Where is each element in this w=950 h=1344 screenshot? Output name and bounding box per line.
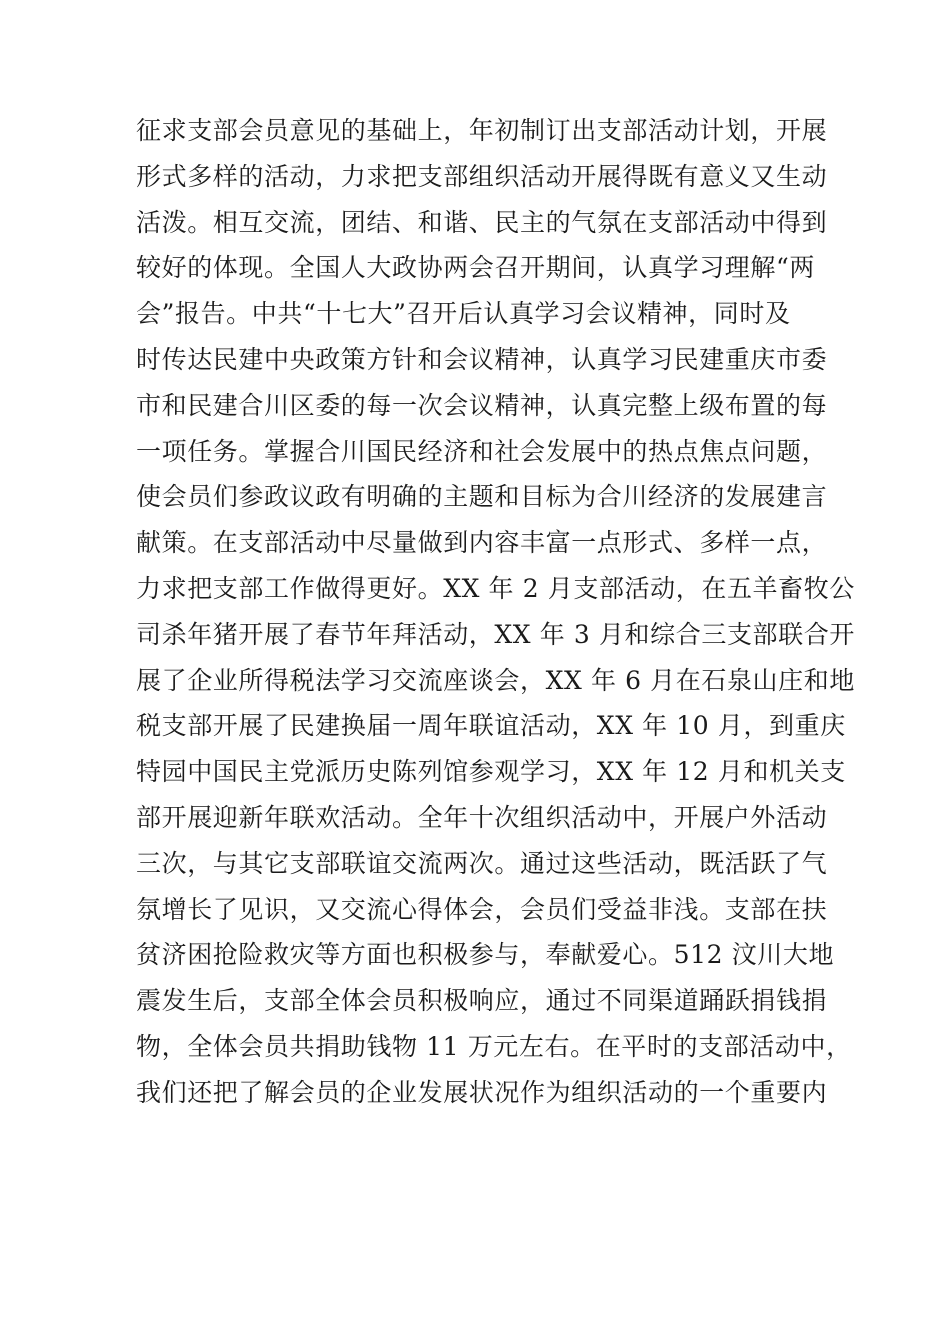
text-line: 我们还把了解会员的企业发展状况作为组织活动的一个重要内 [136,1077,828,1107]
text-line: 部开展迎新年联欢活动。全年十次组织活动中，开展户外活动 [136,802,828,832]
text-line: 三次，与其它支部联谊交流两次。通过这些活动，既活跃了气 [136,848,828,878]
text-line: 献策。在支部活动中尽量做到内容丰富一点形式、多样一点， [136,528,828,558]
text-line: 市和民建合川区委的每一次会议精神，认真完整上级布置的每 [136,390,828,420]
text-line: 使会员们参政议政有明确的主题和目标为合川经济的发展建言 [136,482,828,512]
text-line: 贫济困抢险救灾等方面也积极参与，奉献爱心。512 汶川大地 [136,940,835,970]
text-line: 震发生后，支部全体会员积极响应，通过不同渠道踊跃捐钱捐 [136,986,828,1016]
text-line: 一项任务。掌握合川国民经济和社会发展中的热点焦点问题， [136,436,828,466]
text-line: 力求把支部工作做得更好。XX 年 2 月支部活动，在五羊畜牧公 [136,573,855,603]
text-line: 氛增长了见识，又交流心得体会，会员们受益非浅。支部在扶 [136,894,828,924]
text-line: 较好的体现。全国人大政协两会召开期间，认真学习理解“两 [136,253,815,283]
text-line: 活泼。相互交流，团结、和谐、民主的气氛在支部活动中得到 [136,207,828,237]
text-line: 征求支部会员意见的基础上，年初制订出支部活动计划，开展 [136,116,828,145]
text-line: 会”报告。中共“十七大”召开后认真学习会议精神，同时及 [136,299,791,329]
text-line: 时传达民建中央政策方针和会议精神，认真学习民建重庆市委 [136,344,828,374]
text-line: 税支部开展了民建换届一周年联谊活动，XX 年 10 月，到重庆 [136,711,846,741]
text-line: 特园中国民主党派历史陈列馆参观学习，XX 年 12 月和机关支 [136,757,846,787]
text-line: 展了企业所得税法学习交流座谈会，XX 年 6 月在石泉山庄和地 [136,665,855,695]
text-line: 司杀年猪开展了春节年拜活动，XX 年 3 月和综合三支部联合开 [136,619,855,649]
text-line: 形式多样的活动，力求把支部组织活动开展得既有意义又生动 [136,161,828,191]
body-text [136,108,856,1116]
text-line: 物，全体会员共捐助钱物 11 万元左右。在平时的支部活动中， [136,1031,852,1061]
